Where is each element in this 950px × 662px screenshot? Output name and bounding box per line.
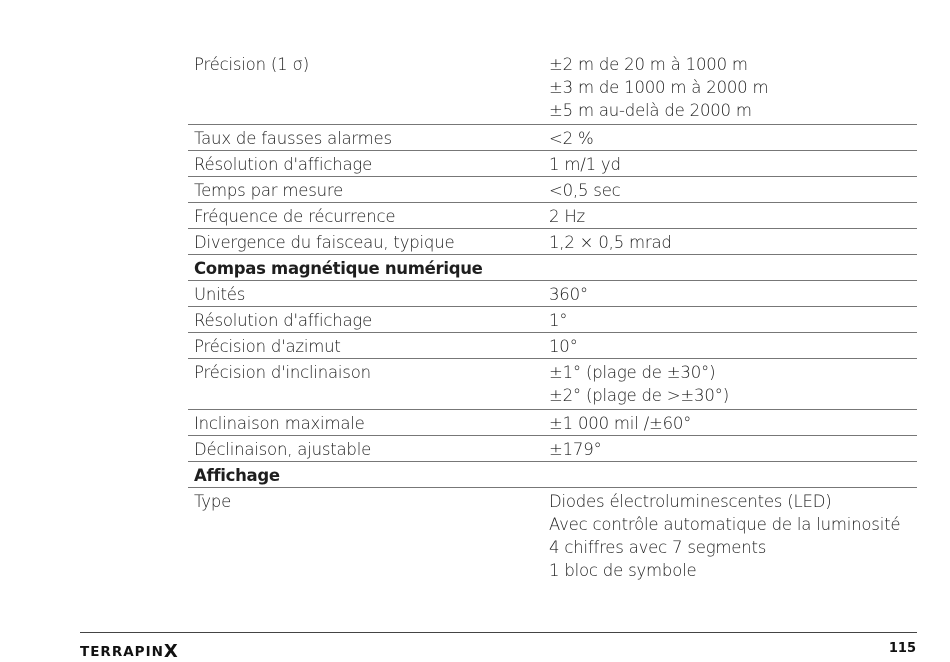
page-number: 115 <box>888 641 916 656</box>
brand-wordmark: TERRAPIN <box>80 644 164 660</box>
spec-value-line: ±3 m de 1000 m à 2000 m <box>549 78 769 97</box>
spec-value: <0,5 sec <box>549 181 621 200</box>
section-heading: Compas magnétique numérique <box>194 259 483 278</box>
spec-label: Précision d'azimut <box>194 337 341 356</box>
section-heading-row <box>188 462 917 488</box>
spec-label: Unités <box>194 285 246 304</box>
spec-value: 1° <box>549 311 568 330</box>
spec-value-line: ±5 m au-delà de 2000 m <box>549 101 752 120</box>
spec-row <box>188 151 917 177</box>
section-heading-row <box>188 255 917 281</box>
section-heading: Affichage <box>194 466 280 485</box>
spec-label: Précision d'inclinaison <box>194 363 371 382</box>
spec-value <box>549 359 917 407</box>
spec-label: Divergence du faisceau, typique <box>194 233 455 252</box>
spec-row <box>188 203 917 229</box>
spec-value-line: ±1° (plage de ±30°) <box>549 363 716 382</box>
spec-label: Déclinaison, ajustable <box>194 440 372 459</box>
spec-value <box>549 488 917 582</box>
spec-label: Type <box>194 492 232 511</box>
spec-value: ±179° <box>549 440 602 459</box>
footer-divider <box>80 632 917 633</box>
spec-label: Temps par mesure <box>194 181 344 200</box>
spec-row <box>188 229 917 255</box>
spec-value-line: Avec contrôle automatique de la luminosité <box>549 515 901 534</box>
spec-row <box>188 359 917 410</box>
spec-label: Inclinaison maximale <box>194 414 365 433</box>
spec-value: <2 % <box>549 129 594 148</box>
spec-row <box>188 51 917 125</box>
spec-table <box>188 51 917 584</box>
spec-value: 10° <box>549 337 578 356</box>
spec-row <box>188 436 917 462</box>
spec-value: 2 Hz <box>549 207 586 226</box>
spec-row <box>188 488 917 584</box>
spec-value: ±1 000 mil /±60° <box>549 414 692 433</box>
spec-value-line: ±2° (plage de >±30°) <box>549 386 729 405</box>
brand-mark: X <box>163 641 178 662</box>
spec-row <box>188 333 917 359</box>
spec-value-line: 1 bloc de symbole <box>549 561 697 580</box>
spec-row <box>188 307 917 333</box>
spec-value-line: ±2 m de 20 m à 1000 m <box>549 55 748 74</box>
spec-value-line: 4 chiffres avec 7 segments <box>549 538 767 557</box>
spec-label: Fréquence de récurrence <box>194 207 396 226</box>
spec-value <box>549 51 917 122</box>
spec-value-empty <box>549 255 917 280</box>
spec-row <box>188 177 917 203</box>
spec-label: Résolution d'affichage <box>194 311 373 330</box>
spec-row <box>188 410 917 436</box>
spec-row <box>188 125 917 151</box>
brand-logo <box>80 640 178 661</box>
spec-label: Résolution d'affichage <box>194 155 373 174</box>
spec-label: Taux de fausses alarmes <box>194 129 392 148</box>
spec-row <box>188 281 917 307</box>
spec-value: 360° <box>549 285 588 304</box>
spec-label: Précision (1 σ) <box>194 55 309 74</box>
spec-value-line: Diodes électroluminescentes (LED) <box>549 492 832 511</box>
spec-value: 1 m/1 yd <box>549 155 621 174</box>
spec-value: 1,2 × 0,5 mrad <box>549 233 672 252</box>
spec-value-empty <box>549 462 917 487</box>
